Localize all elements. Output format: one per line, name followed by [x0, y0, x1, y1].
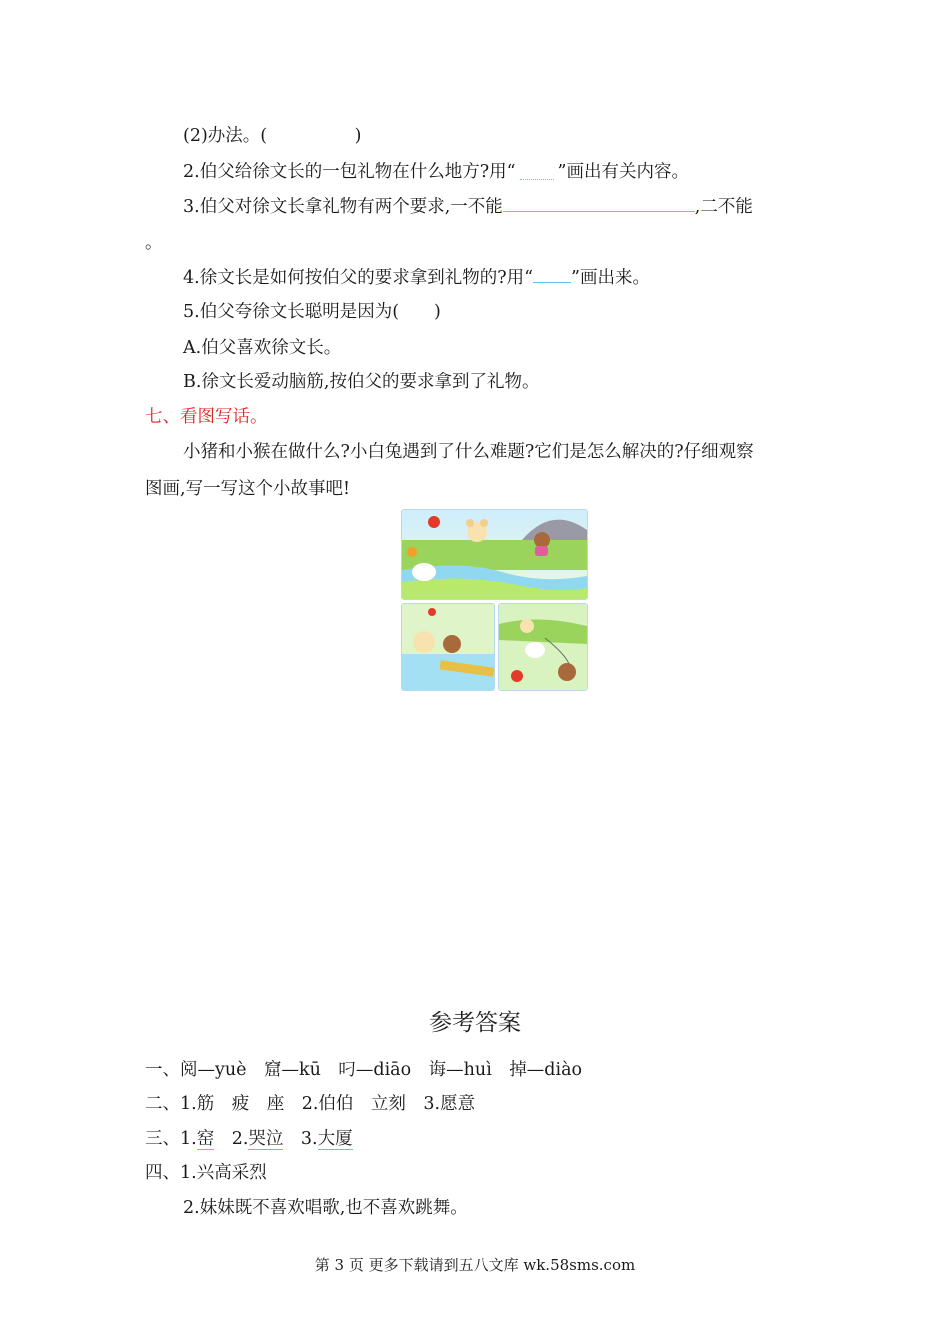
answer-blank-line[interactable] — [503, 195, 695, 212]
question-4 — [183, 266, 650, 290]
illustration-panel-2 — [401, 603, 495, 691]
question-2 — [183, 160, 689, 184]
option-b: B.徐文长爱动脑筋,按伯父的要求拿到了礼物。 — [183, 372, 540, 392]
answer-4-2: 2.妹妹既不喜欢唱歌,也不喜欢跳舞。 — [183, 1198, 468, 1218]
question-3-end: 。 — [145, 233, 163, 253]
question-5: 5.伯父夸徐文长聪明是因为( ) — [183, 302, 441, 322]
answers-title: 参考答案 — [429, 1010, 521, 1036]
question-3 — [183, 195, 753, 219]
answer-1: 一、阅—yuè 窟—kū 叼—diāo 诲—huì 掉—diào — [145, 1060, 583, 1080]
answer-3 — [145, 1127, 353, 1151]
option-a: A.伯父喜欢徐文长。 — [183, 338, 342, 358]
question-4-text-a: 4.徐文长是如何按伯父的要求拿到礼物的?用“ — [183, 268, 534, 288]
wavy-underline-sample — [520, 165, 554, 180]
question-3-text-a: 3.伯父对徐文长拿礼物有两个要求,一不能 — [183, 197, 503, 217]
question-1-2: (2)办法。( ) — [183, 126, 362, 146]
section-7-prompt-line-2: 图画,写一写这个小故事吧! — [145, 479, 351, 499]
answer-3-prefix-1: 三、1. — [145, 1129, 197, 1149]
straight-underline-sample — [533, 266, 571, 283]
section-7-prompt-line-1: 小猪和小猴在做什么?小白兔遇到了什么难题?它们是怎么解决的?仔细观察 — [183, 442, 754, 462]
answer-3-prefix-2: 2. — [214, 1129, 249, 1149]
question-3-text-b: ,二不能 — [694, 197, 753, 217]
illustration-panel-1 — [401, 509, 588, 600]
question-4-text-b: ”画出来。 — [571, 268, 650, 288]
answer-3-word-1: 窑 — [196, 1129, 215, 1149]
question-2-text-b: ”画出有关内容。 — [557, 162, 689, 182]
answer-2: 二、1.筋 疲 座 2.伯伯 立刻 3.愿意 — [145, 1094, 476, 1114]
question-2-text-a: 2.伯父给徐文长的一包礼物在什么地方?用“ — [183, 162, 516, 182]
bridge-scene-illustration — [402, 604, 494, 690]
illustration-panel-3 — [498, 603, 588, 691]
page-footer: 第 3 页 更多下载请到五八文库 wk.58sms.com — [314, 1256, 636, 1274]
picnic-scene-illustration — [402, 510, 587, 599]
answer-3-word-3: 大厦 — [317, 1129, 353, 1149]
crossing-scene-illustration — [499, 604, 587, 690]
answer-4-1: 四、1.兴高采烈 — [145, 1163, 267, 1183]
answer-3-prefix-3: 3. — [283, 1129, 318, 1149]
section-7-heading: 七、看图写话。 — [145, 407, 268, 427]
answer-3-word-2: 哭泣 — [248, 1129, 284, 1149]
